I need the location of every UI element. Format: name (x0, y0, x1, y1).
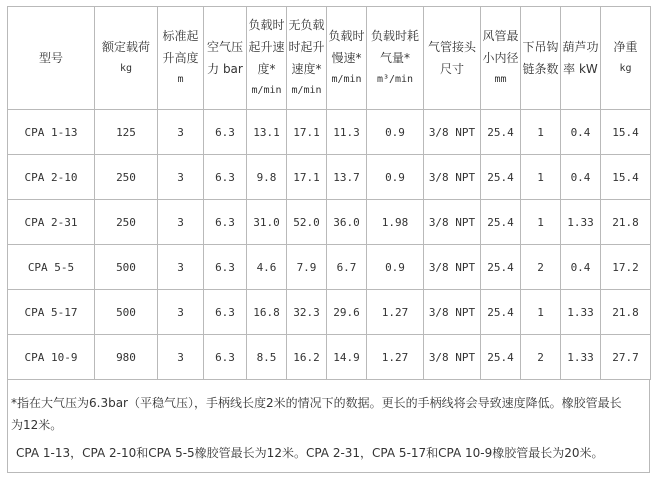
table-cell: 1 (521, 155, 561, 200)
model-cell: CPA 1-13 (8, 110, 95, 155)
table-cell: 6.3 (204, 155, 247, 200)
column-header-line: 负载时 (328, 29, 365, 43)
table-row (8, 110, 651, 155)
column-header-line: m/min (251, 85, 282, 96)
header-row (8, 7, 651, 110)
table-cell: 1 (521, 200, 561, 245)
model-cell: CPA 2-31 (8, 200, 95, 245)
column-header-line: 型号 (38, 51, 63, 65)
table-cell: 2 (521, 335, 561, 380)
table-cell: 1.33 (561, 335, 601, 380)
table-cell: 3 (158, 200, 204, 245)
table-cell: 13.1 (247, 110, 287, 155)
table-cell: 3 (158, 290, 204, 335)
spec-table (7, 6, 651, 380)
column-header-line: kg (619, 63, 632, 74)
table-cell: 500 (95, 245, 158, 290)
table-header (8, 7, 651, 110)
table-cell: 250 (95, 200, 158, 245)
column-header-line: m/min (331, 74, 362, 85)
table-cell: 16.2 (287, 335, 327, 380)
table-cell: 36.0 (327, 200, 367, 245)
column-header-line: 气管接头 (427, 40, 476, 54)
note-hose-length: CPA 1-13，CPA 2-10和CPA 5-5橡胶管最长为12米。CPA 2-31，CPA 5-17和CPA 10-9橡胶管最长为20米。 (16, 446, 604, 460)
column-header-line: 小内径 (482, 51, 519, 65)
column-header-line: 力 bar (207, 62, 243, 76)
column-header-line: m (177, 74, 184, 85)
table-cell: 29.6 (327, 290, 367, 335)
table-cell: 16.8 (247, 290, 287, 335)
column-header (8, 7, 95, 110)
table-cell: 980 (95, 335, 158, 380)
table-cell: 3 (158, 245, 204, 290)
table-cell: 3/8 NPT (424, 245, 481, 290)
table-cell: 6.3 (204, 290, 247, 335)
table-row (8, 290, 651, 335)
column-header (481, 7, 521, 110)
table-cell: 3/8 NPT (424, 200, 481, 245)
column-header-line: 风管最 (482, 29, 519, 43)
table-cell: 27.7 (601, 335, 651, 380)
table-row (8, 200, 651, 245)
table-cell: 6.3 (204, 200, 247, 245)
table-cell: 3 (158, 155, 204, 200)
notes-section (7, 380, 650, 473)
column-header (367, 7, 424, 110)
column-header-line: 速度* (291, 62, 322, 76)
table-cell: 21.8 (601, 290, 651, 335)
column-header-line: 空气压 (206, 40, 243, 54)
column-header (204, 7, 247, 110)
column-header-line: 起升速 (248, 40, 285, 54)
table-cell: 0.9 (367, 155, 424, 200)
table-cell: 2 (521, 245, 561, 290)
table-cell: 1.33 (561, 290, 601, 335)
column-header-line: 葫芦功 (562, 40, 599, 54)
model-cell: CPA 5-17 (8, 290, 95, 335)
column-header (424, 7, 481, 110)
column-header-line: 时起升 (288, 40, 325, 54)
column-header-line: 负载时 (248, 18, 285, 32)
table-cell: 0.4 (561, 110, 601, 155)
table-cell: 1 (521, 110, 561, 155)
table-cell: 25.4 (481, 200, 521, 245)
column-header-line: 度* (257, 62, 276, 76)
model-cell: CPA 2-10 (8, 155, 95, 200)
model-cell: CPA 5-5 (8, 245, 95, 290)
table-cell: 1.27 (367, 335, 424, 380)
table-cell: 13.7 (327, 155, 367, 200)
column-header-line: 慢速* (331, 51, 362, 65)
table-cell: 500 (95, 290, 158, 335)
table-cell: 3/8 NPT (424, 335, 481, 380)
table-cell: 8.5 (247, 335, 287, 380)
table-cell: 15.4 (601, 110, 651, 155)
table-cell: 25.4 (481, 155, 521, 200)
table-cell: 0.9 (367, 110, 424, 155)
column-header (287, 7, 327, 110)
column-header (601, 7, 651, 110)
table-cell: 1.98 (367, 200, 424, 245)
column-header-line: 率 kW (563, 62, 598, 76)
column-header-line: m³/min (376, 74, 414, 85)
table-cell: 1 (521, 290, 561, 335)
table-cell: 3/8 NPT (424, 110, 481, 155)
note-speed-conditions (8, 380, 649, 436)
column-header-line: 气量* (379, 51, 410, 65)
column-header-line: 无负载 (288, 18, 325, 32)
table-cell: 52.0 (287, 200, 327, 245)
column-header (247, 7, 287, 110)
table-cell: 0.9 (367, 245, 424, 290)
column-header (158, 7, 204, 110)
table-cell: 17.2 (601, 245, 651, 290)
table-cell: 15.4 (601, 155, 651, 200)
column-header-line: 下吊钩 (522, 40, 559, 54)
note-line-2: 为12米。 (11, 418, 63, 432)
table-cell: 0.4 (561, 155, 601, 200)
table-cell: 9.8 (247, 155, 287, 200)
table-cell: 3 (158, 110, 204, 155)
table-cell: 3 (158, 335, 204, 380)
table-cell: 6.3 (204, 245, 247, 290)
table-cell: 7.9 (287, 245, 327, 290)
table-cell: 21.8 (601, 200, 651, 245)
table-cell: 31.0 (247, 200, 287, 245)
table-cell: 17.1 (287, 155, 327, 200)
table-cell: 25.4 (481, 335, 521, 380)
table-cell: 32.3 (287, 290, 327, 335)
table-row (8, 245, 651, 290)
column-header (327, 7, 367, 110)
column-header-line: kg (119, 63, 133, 74)
column-header-line: 升高度 (162, 51, 199, 65)
column-header-line: 额定载荷 (101, 40, 150, 54)
table-cell: 250 (95, 155, 158, 200)
note-line-1: *指在大气压为6.3bar（平稳气压），手柄线长度2米的情况下的数据。更长的手柄线将会导致速度降低。橡胶管最长 (11, 396, 622, 410)
model-cell: CPA 10-9 (8, 335, 95, 380)
column-header (95, 7, 158, 110)
table-cell: 25.4 (481, 245, 521, 290)
table-cell: 6.3 (204, 335, 247, 380)
table-cell: 14.9 (327, 335, 367, 380)
table-row (8, 335, 651, 380)
column-header-line: 链条数 (522, 62, 559, 76)
table-cell: 4.6 (247, 245, 287, 290)
table-cell: 6.7 (327, 245, 367, 290)
table-cell: 1.27 (367, 290, 424, 335)
column-header-line: m/min (291, 85, 322, 96)
table-cell: 25.4 (481, 290, 521, 335)
table-row (8, 155, 651, 200)
table-cell: 17.1 (287, 110, 327, 155)
column-header (561, 7, 601, 110)
table-cell: 125 (95, 110, 158, 155)
column-header-line: mm (494, 74, 507, 85)
table-body (8, 110, 651, 380)
table-cell: 6.3 (204, 110, 247, 155)
column-header-line: 负载时耗 (370, 29, 419, 43)
column-header-line: 尺寸 (439, 62, 464, 76)
table-cell: 3/8 NPT (424, 290, 481, 335)
table-cell: 25.4 (481, 110, 521, 155)
table-cell: 3/8 NPT (424, 155, 481, 200)
column-header-line: 标准起 (162, 29, 199, 43)
column-header (521, 7, 561, 110)
spec-table-container (7, 6, 650, 473)
column-header-line: 净重 (613, 40, 638, 54)
table-cell: 1.33 (561, 200, 601, 245)
table-cell: 0.4 (561, 245, 601, 290)
table-cell: 11.3 (327, 110, 367, 155)
